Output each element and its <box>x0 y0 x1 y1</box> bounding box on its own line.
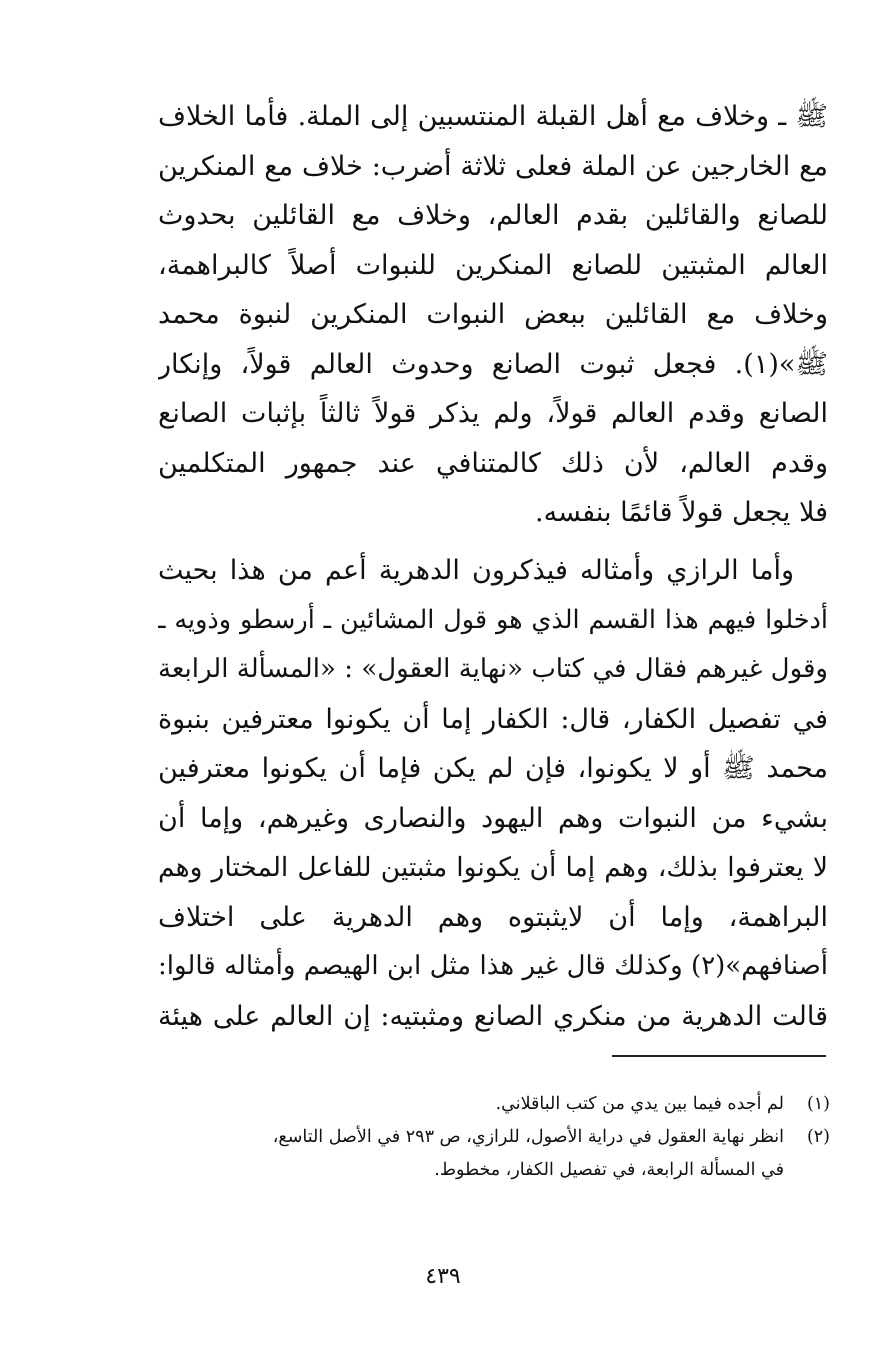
paragraph-1 <box>158 92 828 538</box>
page-number: ٤٣٩ <box>425 1264 461 1289</box>
text-line: وخلاف مع القائلين ببعض النبوات المنكرين لنبوة محمد <box>158 299 828 330</box>
text-line: وقول غيرهم فقال في كتاب «نهاية العقول» : «المسألة الرابعة <box>158 654 828 684</box>
text-line: للصانع والقائلين بقدم العالم، وخلاف مع القائلين بحدوث <box>158 200 828 231</box>
text-line: وأما الرازي وأمثاله فيذكرون الدهرية أعم من هذا بحيث <box>158 555 794 586</box>
text-line: بشيء من النبوات وهم اليهود والنصارى وغيرهم، وإما أن <box>158 802 828 834</box>
text-line: مع الخارجين عن الملة فعلى ثلاثة أضرب: خلاف مع المنكرين <box>158 150 828 182</box>
paragraph-2 <box>158 546 828 1041</box>
text-line: محمد ﷺ أو لا يكونوا، فإن لم يكن فإما أن يكونوا معترفين <box>158 753 828 784</box>
text-line: البراهمة، وإما أن لايثبتوه وهم الدهرية على اختلاف <box>158 901 828 933</box>
footnote-1 <box>158 1088 830 1121</box>
text-line: فلا يجعل قولاً قائمًا بنفسه. <box>535 497 828 528</box>
text-line: الصانع وقدم العالم قولاً، ولم يذكر قولاً ثالثاً بإثبات الصانع <box>158 398 828 429</box>
footnote-text: في المسألة الرابعة، في تفصيل الكفار، مخطوط. <box>434 1160 784 1180</box>
text-line: العالم المثبتين للصانع المنكرين للنبوات أصلاً كالبراهمة، <box>158 249 828 281</box>
text-line: في تفصيل الكفار، قال: الكفار إما أن يكونوا معترفين بنبوة <box>158 703 828 735</box>
footnote-separator <box>612 1055 826 1057</box>
text-line: أصنافهم»(٢) وكذلك قال غير هذا مثل ابن الهيصم وأمثاله قالوا: <box>158 951 828 981</box>
text-line: ﷺ»(١). فجعل ثبوت الصانع وحدوث العالم قولاً، وإنكار <box>158 348 828 380</box>
footnote-2 <box>158 1121 830 1187</box>
text-line: وقدم العالم، لأن ذلك كالمتنافي عند جمهور المتكلمين <box>158 447 828 479</box>
footnote-number: (١) <box>806 1094 830 1114</box>
text-line: لا يعترفوا بذلك، وهم إما أن يكونوا مثبتين للفاعل المختار وهم <box>158 852 828 883</box>
footnote-text: لم أجده فيما بين يدي من كتب الباقلاني. <box>495 1094 784 1114</box>
footnote-text: انظر نهاية العقول في دراية الأصول، للرازي، ص ٢٩٣ في الأصل التاسع، <box>272 1127 784 1147</box>
text-line: أدخلوا فيهم هذا القسم الذي هو قول المشائين ـ أرسطو وذويه ـ <box>158 604 828 635</box>
text-line: قالت الدهرية من منكري الصانع ومثبتيه: إن العالم على هيئة <box>158 1000 828 1032</box>
text-line: ﷺ ـ وخلاف مع أهل القبلة المنتسبين إلى الملة. فأما الخلاف <box>158 101 828 132</box>
footnote-number: (٢) <box>806 1127 830 1147</box>
footnotes <box>158 1088 830 1187</box>
